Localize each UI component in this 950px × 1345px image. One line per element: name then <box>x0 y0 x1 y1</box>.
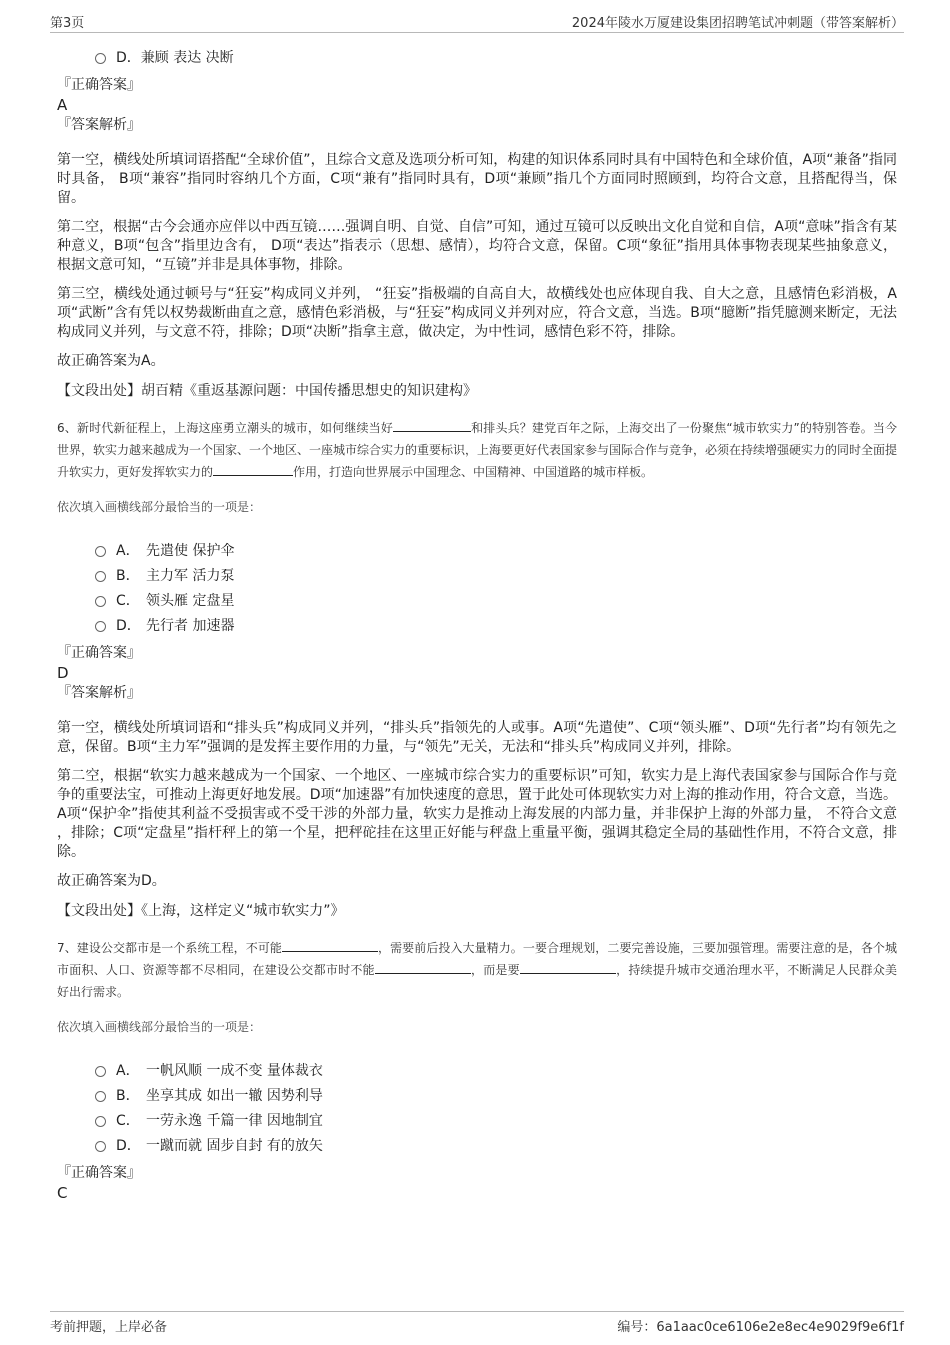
blank-line <box>393 419 471 432</box>
blank-line <box>282 939 378 952</box>
option-letter: A． <box>116 1062 140 1079</box>
correct-answer-label: 『正确答案』 <box>57 77 141 93</box>
option-text: 兼顾 表达 决断 <box>140 49 234 66</box>
q7-option-d[interactable] <box>57 1132 897 1157</box>
q5-conclusion: 故正确答案为A。 <box>57 353 165 369</box>
option-letter: C． <box>116 1112 140 1129</box>
radio-icon[interactable] <box>95 596 106 607</box>
document-body <box>57 44 897 1203</box>
option-letter: D． <box>116 617 141 634</box>
q6-option-c[interactable] <box>57 587 897 612</box>
q7-option-a[interactable] <box>57 1057 897 1082</box>
radio-icon[interactable] <box>95 571 106 582</box>
q6-option-d[interactable] <box>57 612 897 637</box>
document-title: 2024年陵水万厦建设集团招聘笔试冲刺题（带答案解析） <box>571 16 904 31</box>
analysis-label: 『答案解析』 <box>57 685 141 701</box>
q6-source: 【文段出处】《上海，这样定义“城市软实力”》 <box>57 903 345 919</box>
q6-prompt: 依次填入画横线部分最恰当的一项是： <box>57 500 262 514</box>
radio-icon[interactable] <box>95 546 106 557</box>
q5-analysis-1: 第一空，横线处所填词语搭配“全球价值”，且综合文意及选项分析可知，构建的知识体系同时具有中国特色和全球价值，A项“兼备”指同时具备， B项“兼容”指同时容纳几个方面，C项“兼有”指同时具有，D项“兼顾”指几个方面同时照顾到，均符合文意，且搭配得当，保留。 <box>57 152 897 206</box>
option-letter: B． <box>116 567 140 584</box>
option-letter: D． <box>116 49 141 66</box>
radio-icon[interactable] <box>95 1141 106 1152</box>
document-id: 编号：6a1aac0ce6106e2e8ec4e9029f9e6f1f <box>617 1320 904 1335</box>
q6-analysis-2: 第二空，根据“软实力越来越成为一个国家、一个地区、一座城市综合实力的重要标识”可知，软实力是上海代表国家参与国际合作与竞争的重要法宝，可推动上海更好地发展。D项“加速器”有加快速度的意思，置于此处可体现软实力对上海的推动作用，符合文意，当选。A项“保护伞”指使其利益不受损害或不受干涉的外部力量，软实力是推动上海发展的内部力量，并非保护上海的外部力量， 不符合文意 ，排除；C项“定盘星”指杆秤上的第一个星，把秤砣挂在这里正好能与秤盘上重量平衡，强调其稳定全局的基础性作用，不符合文意，排除。 <box>57 768 897 860</box>
option-text: 先遣使 保护伞 <box>146 542 235 559</box>
page-footer <box>50 1311 904 1334</box>
option-letter: C． <box>116 592 140 609</box>
radio-icon[interactable] <box>95 621 106 632</box>
q7-option-b[interactable] <box>57 1082 897 1107</box>
q7-prompt: 依次填入画横线部分最恰当的一项是： <box>57 1020 262 1034</box>
q6-conclusion: 故正确答案为D。 <box>57 873 166 889</box>
page-number: 第3页 <box>50 16 85 31</box>
option-letter: D． <box>116 1137 141 1154</box>
radio-icon[interactable] <box>95 1091 106 1102</box>
option-letter: B． <box>116 1087 140 1104</box>
option-text: 一帆风顺 一成不变 量体裁衣 <box>146 1062 323 1079</box>
correct-answer-label: 『正确答案』 <box>57 645 141 661</box>
q5-answer: A <box>57 96 68 114</box>
option-text: 坐享其成 如出一辙 因势利导 <box>146 1087 323 1104</box>
analysis-label: 『答案解析』 <box>57 117 141 133</box>
radio-icon[interactable] <box>95 1066 106 1077</box>
q5-analysis-2: 第二空，根据“古今会通亦应伴以中西互镜……强调自明、自觉、自信”可知，通过互镜可以反映出文化自觉和自信，A项“意味”指含有某种意义，B项“包含”指里边含有， D项“表达”指表示（思想、感情），均符合文意，保留。C项“象征”指用具体事物表现某些抽象意义，根据文意可知，“互镜”并非是具体事物，排除。 <box>57 219 897 273</box>
blank-line <box>520 961 616 974</box>
option-text: 主力军 活力泵 <box>146 567 235 584</box>
blank-line <box>375 961 471 974</box>
q6-option-a[interactable] <box>57 537 897 562</box>
q6-analysis-1: 第一空，横线处所填词语和“排头兵”构成同义并列，“排头兵”指领先的人或事。A项“先遣使”、C项“领头雁”、D项“先行者”均有领先之意，保留。B项“主力军”强调的是发挥主要作用的力量，与“领先”无关，无法和“排头兵”构成同义并列，排除。 <box>57 720 897 755</box>
q7-option-c[interactable] <box>57 1107 897 1132</box>
option-text: 先行者 加速器 <box>146 617 235 634</box>
option-text: 一蹴而就 固步自封 有的放矢 <box>146 1137 323 1154</box>
q6-option-b[interactable] <box>57 562 897 587</box>
option-letter: A． <box>116 542 140 559</box>
option-text: 领头雁 定盘星 <box>146 592 235 609</box>
q5-option-d[interactable] <box>57 44 897 69</box>
q7-stem: 7、建设公交都市是一个系统工程，不可能 ，需要前后投入大量精力。一要合理规划，二要完善设施，三要加强管理。需要注意的是，各个城市面积、人口、资源等都不尽相同，在建设公交都市时不能 ，而是要 ，持续提升城市交通治理水平，不断满足人民群众美好出行需求。 <box>57 941 897 999</box>
footer-slogan: 考前押题，上岸必备 <box>50 1320 168 1335</box>
q6-stem: 6、新时代新征程上，上海这座勇立潮头的城市，如何继续当好 和排头兵？建党百年之际，上海交出了一份聚焦“城市软实力”的特别答卷。当今世界，软实力越来越成为一个国家、一个地区、一座城市综合实力的重要标识，上海要更好代表国家参与国际合作与竞争，必须在持续增强硬实力的同时全面提升软实力，更好发挥软实力的 作用，打造向世界展示中国理念、中国精神、中国道路的城市样板。 <box>57 421 898 479</box>
q5-source: 【文段出处】胡百精《重返基源问题：中国传播思想史的知识建构》 <box>57 383 477 399</box>
q6-answer: D <box>57 664 69 682</box>
page-header <box>50 12 904 33</box>
q5-analysis-3: 第三空，横线处通过顿号与“狂妄”构成同义并列， “狂妄”指极端的自高自大，故横线处也应体现自我、自大之意，且感情色彩消极，A项“武断”含有凭以权势裁断曲直之意，感情色彩消极，与“狂妄”构成同义并列对应，符合文意，当选。B项“臆断”指凭臆测来断定，无法构成同义并列，与文意不符，排除；D项“决断”指拿主意，做决定，为中性词，感情色彩不符，排除。 <box>57 286 897 340</box>
q7-answer: C <box>57 1184 68 1202</box>
correct-answer-label: 『正确答案』 <box>57 1165 141 1181</box>
radio-icon[interactable] <box>95 53 106 64</box>
radio-icon[interactable] <box>95 1116 106 1127</box>
blank-line <box>213 463 293 476</box>
option-text: 一劳永逸 千篇一律 因地制宜 <box>146 1112 323 1129</box>
